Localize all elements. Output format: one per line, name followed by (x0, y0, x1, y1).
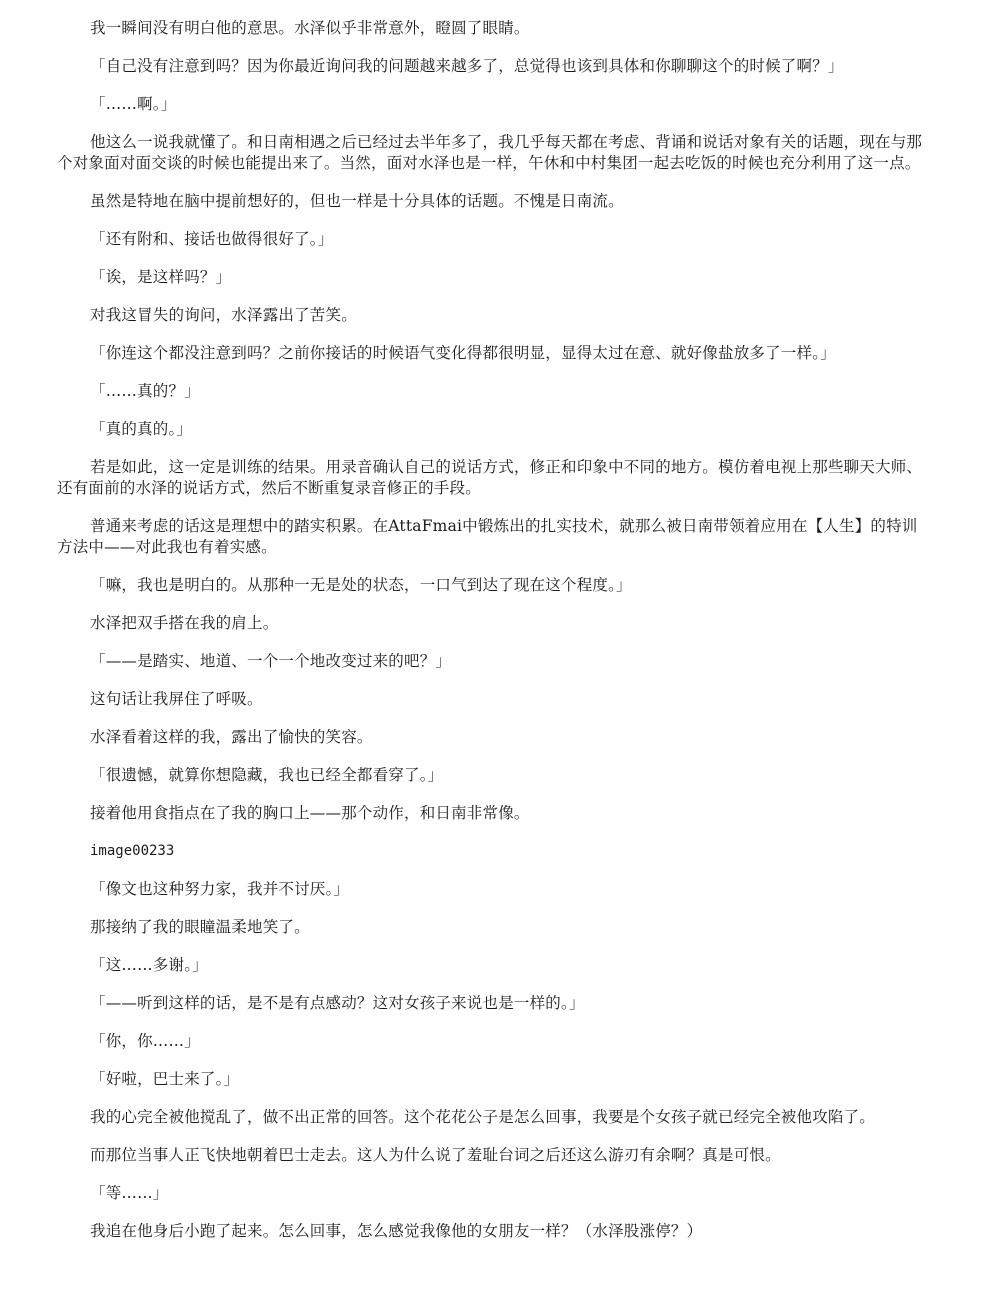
dialogue-line: 「……真的？」 (90, 382, 200, 400)
image-placeholder-label: image00233 (90, 843, 175, 859)
paragraph: 我追在他身后小跑了起来。怎么回事，怎么感觉我像他的女朋友一样？（水泽股涨停？） (90, 1222, 703, 1240)
paragraph: 我的心完全被他搅乱了，做不出正常的回答。这个花花公子是怎么回事，我要是个女孩子就已经完全被他攻陷了。 (90, 1108, 876, 1126)
document-page (57, 18, 933, 1259)
paragraph: 我一瞬间没有明白他的意思。水泽似乎非常意外，瞪圆了眼睛。 (90, 19, 530, 37)
paragraph: 水泽看着这样的我，露出了愉快的笑容。 (90, 728, 373, 746)
dialogue-line: 「像文也这种努力家，我并不讨厌。」 (90, 880, 350, 898)
dialogue-line: 「这……多谢。」 (90, 956, 208, 974)
dialogue-line: 「诶，是这样吗？」 (90, 268, 232, 286)
dialogue-line: 「……啊。」 (90, 95, 177, 113)
dialogue-line: 「你，你……」 (90, 1032, 200, 1050)
dialogue-line: 「还有附和、接话也做得很好了。」 (90, 230, 334, 248)
dialogue-line: 「好啦，巴士来了。」 (90, 1070, 240, 1088)
paragraph: 虽然是特地在脑中提前想好的，但也一样是十分具体的话题。不愧是日南流。 (90, 192, 624, 210)
dialogue-line: 「很遗憾，就算你想隐藏，我也已经全都看穿了。」 (90, 766, 444, 784)
paragraph: 水泽把双手搭在我的肩上。 (90, 614, 279, 632)
dialogue-line: 「真的真的。」 (90, 420, 193, 438)
paragraph: 他这么一说我就懂了。和日南相遇之后已经过去半年多了，我几乎每天都在考虑、背诵和说话对象有关的话题，现在与那个对象面对面交谈的时候也能提出来了。当然，面对水泽也是一样，午休和中村集团一起去吃饭的时候也充分利用了这一点。 (57, 133, 923, 172)
dialogue-line: 「——是踏实、地道、一个一个地改变过来的吧？」 (90, 652, 452, 670)
dialogue-line: 「你连这个都没注意到吗？之前你接话的时候语气变化得都很明显，显得太过在意、就好像盐放多了一样。」 (90, 344, 836, 362)
dialogue-line: 「自己没有注意到吗？因为你最近询问我的问题越来越多了，总觉得也该到具体和你聊聊这个的时候了啊？」 (90, 57, 844, 75)
paragraph: 这句话让我屏住了呼吸。 (90, 690, 263, 708)
paragraph: 普通来考虑的话这是理想中的踏实积累。在AttaFmai中锻炼出的扎实技术，就那么被日南带领着应用在【人生】的特训方法中——对此我也有着实感。 (57, 517, 918, 556)
paragraph: 对我这冒失的询问，水泽露出了苦笑。 (90, 306, 357, 324)
dialogue-line: 「等……」 (90, 1184, 169, 1202)
paragraph: 接着他用食指点在了我的胸口上——那个动作，和日南非常像。 (90, 804, 530, 822)
dialogue-line: 「嘛，我也是明白的。从那种一无是处的状态，一口气到达了现在这个程度。」 (90, 576, 632, 594)
paragraph: 那接纳了我的眼瞳温柔地笑了。 (90, 918, 310, 936)
paragraph: 而那位当事人正飞快地朝着巴士走去。这人为什么说了羞耻台词之后还这么游刃有余啊？真是可恨。 (90, 1146, 781, 1164)
dialogue-line: 「——听到这样的话，是不是有点感动？这对女孩子来说也是一样的。」 (90, 994, 585, 1012)
paragraph: 若是如此，这一定是训练的结果。用录音确认自己的说话方式，修正和印象中不同的地方。模仿着电视上那些聊天大师、还有面前的水泽的说话方式，然后不断重复录音修正的手段。 (57, 458, 923, 497)
